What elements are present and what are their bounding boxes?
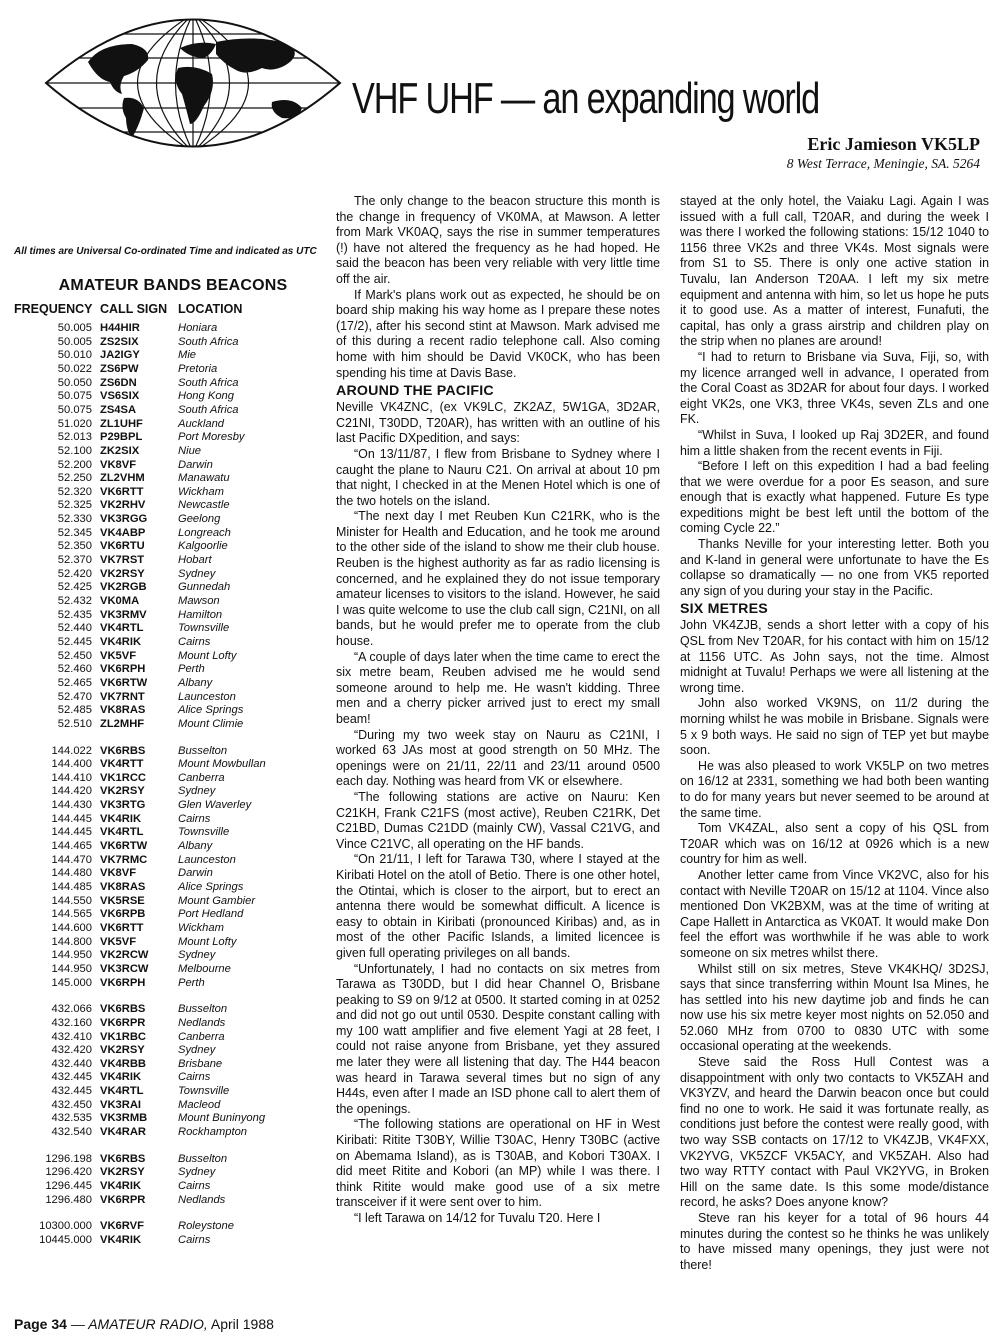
beacon-row [0, 444, 340, 458]
issue-date: April 1988 [210, 1316, 274, 1332]
location-cell: Mount Lofty [178, 935, 237, 948]
beacon-row [0, 1070, 340, 1084]
callsign-cell: VK4RIK [100, 1234, 142, 1246]
callsign-cell: VK6RTW [100, 840, 148, 852]
callsign-cell: VK7RMC [100, 853, 148, 866]
location-cell: Wickham [178, 485, 224, 498]
frequency-cell: 432.535 [51, 1112, 92, 1125]
frequency-cell: 144.565 [51, 908, 92, 921]
callsign-cell: VK7RNT [100, 690, 145, 703]
frequency-cell: 432.066 [51, 1003, 92, 1016]
world-globe-logo [40, 14, 346, 152]
beacon-row [0, 1043, 340, 1057]
beacon-row [0, 608, 340, 622]
location-cell: Hamilton [178, 608, 223, 621]
beacon-row [0, 744, 340, 758]
article-paragraph: “Whilst in Suva, I looked up Raj 3D2ER, and found him a little shaken from the recent events in Fiji. [680, 427, 989, 458]
location-cell: Kalgoorlie [178, 540, 228, 553]
beacon-row [0, 1057, 340, 1071]
page-footer [14, 1316, 274, 1332]
beacon-row [0, 430, 340, 444]
beacon-row [0, 348, 340, 362]
location-cell: Albany [178, 840, 213, 852]
author-name: Eric Jamieson VK5LP [807, 134, 980, 154]
frequency-cell: 52.445 [57, 635, 92, 648]
location-cell: South Africa [178, 403, 239, 416]
article-paragraph: “I had to return to Brisbane via Suva, Fiji, so, with my licence arranged well in advance, I operated from the Coral Coast as 3D2AR for about four days. I worked eight VK2s, one VK3, three VK4s, seven ZLs and one FK. [680, 349, 989, 427]
frequency-cell: 432.440 [51, 1057, 92, 1070]
frequency-cell: 144.950 [51, 949, 92, 962]
author-address: 8 West Terrace, Meningie, SA. 5264 [786, 156, 980, 171]
beacon-row [0, 1030, 340, 1044]
beacon-row [0, 1002, 340, 1016]
location-cell: Perth [178, 663, 205, 676]
article-paragraph: John also worked VK9NS, on 11/2 during the morning whilst he was mobile in Brisbane. Signals were 5 x 9 both ways. He said no sign of TEP yet but maybe soon. [680, 696, 989, 758]
beacon-row [0, 880, 340, 894]
callsign-cell: VK0MA [100, 595, 140, 607]
location-cell: Auckland [178, 417, 225, 430]
beacon-row [0, 690, 340, 704]
callsign-cell: VK6RPR [100, 1016, 146, 1029]
article-paragraph: John VK4ZJB, sends a short letter with a copy of his QSL from Nev T20AR, for his contact with him on 15/12 at 1156 UTC. As John says, not the time. Almost midnight at Tuvalu! Perhaps we were all listening at the wrong time. [680, 618, 989, 695]
frequency-cell: 50.022 [57, 362, 92, 375]
article-paragraph: “Unfortunately, I had no contacts on six metres from Tarawa as T30DD, but I did hear Channel O, Brisbane peaking to S9 on 9/12 at 0500. It started coming in at 0252 and did not go out until 0530. Despite constant calling with my 100 watt amplifier and five element Yagi at 28 feet, I could not raise anyone from Brisbane, yet they assured me later they were all listening that day. The H44 beacon was heard in Tarawa several times but no sign of any H44s, even after I made an ISD phone call to alert them of the openings. [336, 961, 660, 1116]
beacon-row [0, 1084, 340, 1098]
location-cell: Mie [178, 349, 197, 362]
beacon-row [0, 976, 340, 990]
beacon-row [0, 1098, 340, 1112]
callsign-cell: VK6RTU [100, 540, 145, 553]
frequency-cell: 144.550 [51, 894, 92, 907]
callsign-cell: VK4RIK [100, 1071, 142, 1084]
frequency-cell: 432.420 [51, 1044, 92, 1057]
location-cell: Roleystone [178, 1220, 234, 1233]
callsign-cell: VK6RTW [100, 676, 148, 689]
location-cell: Macleod [178, 1098, 221, 1111]
article-paragraph: “The following stations are active on Nauru: Ken C21KH, Frank C21FS (most active), Reuben C21RK, Det C21BD, Dumas C21DD (mainly CW), Vassal C21VG, and Vince C21VC, all operating on the HF bands. [336, 789, 660, 851]
frequency-cell: 52.100 [57, 444, 92, 457]
beacon-row [0, 580, 340, 594]
callsign-cell: VK6RVF [100, 1220, 144, 1233]
frequency-cell: 52.435 [57, 608, 92, 621]
article-paragraph: If Mark's plans work out as expected, he should be on board ship making his way home as I prepare these notes (17/2), after his second stint at Mawson. Mark advised me of this during a recent radio telephone call. Also coming home with him should be David VK0CK, who has been spending his time at Davis Base. [336, 287, 660, 380]
callsign-cell: VK7RST [100, 554, 145, 566]
frequency-cell: 144.022 [51, 744, 92, 757]
callsign-cell: ZL1UHF [100, 417, 143, 430]
location-cell: Cairns [178, 1071, 211, 1084]
callsign-cell: VK4RTL [100, 826, 144, 839]
frequency-cell: 50.005 [57, 335, 92, 348]
callsign-cell: VK1RBC [100, 1030, 147, 1043]
article-paragraph: Thanks Neville for your interesting letter. Both you and K-land in general were unfortunate to have the Es collapse so dramatically — no one from VK5 reported any sign of you during your stay in the Pacific. [680, 537, 989, 598]
frequency-cell: 432.445 [51, 1071, 92, 1084]
beacon-row [0, 853, 340, 867]
location-cell: Cairns [178, 812, 211, 825]
location-cell: Townsville [178, 622, 230, 635]
frequency-cell: 51.020 [57, 417, 92, 430]
callsign-cell: ZS6DN [100, 376, 137, 389]
frequency-cell: 52.200 [57, 458, 92, 471]
beacon-row [0, 389, 340, 403]
article-column-2 [680, 194, 989, 1273]
location-cell: Melbourne [178, 962, 231, 975]
beacon-row [0, 621, 340, 635]
frequency-cell: 432.540 [51, 1126, 92, 1138]
frequency-cell: 52.450 [57, 649, 92, 662]
callsign-cell: VK4RIK [100, 635, 142, 648]
callsign-cell: VK4RTL [100, 622, 144, 635]
section-heading: SIX METRES [680, 601, 768, 618]
callsign-cell: VK2RSY [100, 785, 145, 798]
beacon-row [0, 894, 340, 908]
location-cell: Nedlands [178, 1016, 226, 1029]
callsign-cell: VK3RTG [100, 799, 146, 812]
location-cell: Mawson [178, 595, 220, 607]
location-cell: Geelong [178, 513, 221, 526]
location-cell: Alice Springs [178, 704, 244, 717]
frequency-cell: 52.465 [57, 676, 92, 689]
frequency-cell: 52.350 [57, 540, 92, 553]
beacon-row [0, 403, 340, 417]
beacon-row [0, 771, 340, 785]
callsign-cell: VK4RTT [100, 758, 144, 771]
callsign-cell: VK5VF [100, 649, 137, 662]
frequency-cell: 52.485 [57, 704, 92, 717]
frequency-cell: 10300.000 [39, 1220, 92, 1233]
callsign-cell: VK6RPH [100, 976, 146, 989]
frequency-cell: 52.420 [57, 567, 92, 580]
location-cell: Canberra [178, 771, 225, 784]
callsign-cell: VK2RGB [100, 581, 147, 594]
location-cell: Niue [178, 444, 202, 457]
frequency-cell: 144.410 [51, 771, 92, 784]
location-header: LOCATION [178, 302, 243, 316]
location-cell: Port Hedland [178, 908, 244, 921]
beacon-row [0, 662, 340, 676]
callsign-cell: ZK2SIX [100, 444, 140, 457]
location-cell: Glen Waverley [178, 799, 252, 812]
callsign-cell: VK8RAS [100, 881, 146, 893]
beacon-row [0, 498, 340, 512]
frequency-cell: 52.425 [57, 581, 92, 594]
location-cell: Rockhampton [178, 1126, 248, 1138]
frequency-cell: 432.410 [51, 1030, 92, 1043]
beacon-row [0, 376, 340, 390]
beacon-row [0, 417, 340, 431]
callsign-cell: VK8VF [100, 458, 137, 471]
callsign-cell: VK2RHV [100, 499, 146, 512]
callsign-cell: VK6RBS [100, 744, 146, 757]
beacon-row [0, 703, 340, 717]
location-cell: Launceston [178, 690, 236, 703]
location-cell: Cairns [178, 635, 211, 648]
location-cell: Cairns [178, 1234, 211, 1246]
location-cell: Sydney [178, 1166, 216, 1179]
frequency-cell: 144.485 [51, 881, 92, 893]
beacon-row [0, 649, 340, 663]
callsign-cell: VK6RPH [100, 663, 146, 676]
frequency-cell: 50.005 [57, 322, 92, 334]
callsign-cell: VK5VF [100, 935, 137, 948]
frequency-cell: 52.370 [57, 554, 92, 566]
beacon-row [0, 567, 340, 581]
location-cell: Wickham [178, 921, 224, 934]
beacon-row [0, 1111, 340, 1125]
callsign-cell: ZS2SIX [100, 335, 139, 348]
callsign-cell: VK4RTL [100, 1085, 144, 1098]
article-paragraph: “On 21/11, I left for Tarawa T30, where I stayed at the Kiribati Hotel on the atoll of Betio. There is one other hotel, the Otintai, which is closer to the airport, but to erect an antenna there would be somewhat difficult. A licence is easy to obtain in Kiribati (pronounced Kiribas) and, as in most of the other Pacific Islands, a limited licencee is given full operating privileges on all bands. [336, 852, 660, 960]
article-paragraph: “The next day I met Reuben Kun C21RK, who is the Minister for Health and Education, and he took me around to the other side of the island to show me their club house. Reuben is the highest authority as far as radio licensing is concerned, and he explained they do not issue temporary amateur licenses to visitors to the island. However, he said I was quite welcome to use the club call sign, C21NI, on all bands, but he would prefer me to operate from the club house. [336, 509, 660, 649]
beacon-row [0, 825, 340, 839]
frequency-cell: 145.000 [51, 976, 92, 989]
callsign-cell: ZS6PW [100, 362, 139, 375]
frequency-cell: 432.450 [51, 1098, 92, 1111]
location-cell: Honiara [178, 322, 218, 334]
frequency-cell: 432.160 [51, 1016, 92, 1029]
callsign-cell: VK3RGG [100, 513, 148, 526]
location-cell: Longreach [178, 526, 231, 539]
callsign-cell: VK3RMB [100, 1112, 148, 1125]
frequency-cell: 52.325 [57, 499, 92, 512]
article-paragraph: “On 13/11/87, I flew from Brisbane to Sydney where I caught the plane to Nauru C21. On arrival at about 10 pm that night, I checked in at the Menen Hotel which is one of the two hotels on the island. [336, 446, 660, 508]
callsign-cell: VK8RAS [100, 704, 146, 717]
location-cell: Mount Climie [178, 717, 244, 730]
beacon-row [0, 1219, 340, 1233]
location-cell: South Africa [178, 376, 239, 389]
publication-name: — AMATEUR RADIO, [70, 1316, 208, 1332]
location-cell: Hobart [178, 554, 212, 566]
frequency-cell: 52.460 [57, 663, 92, 676]
location-cell: Mount Gambier [178, 894, 256, 907]
frequency-cell: 52.013 [57, 431, 92, 444]
callsign-cell: VK4RIK [100, 812, 142, 825]
callsign-cell: VK8VF [100, 867, 137, 880]
location-cell: Sydney [178, 1044, 216, 1057]
beacon-row [0, 512, 340, 526]
beacon-row [0, 1152, 340, 1166]
beacon-row [0, 471, 340, 485]
article-paragraph: Steve ran his keyer for a total of 96 hours 44 minutes during the contest so he thinks he was unlikely to have missed many openings, they just were not there! [680, 1211, 989, 1272]
location-cell: Gunnedah [178, 581, 231, 594]
article-paragraph: Neville VK4ZNC, (ex VK9LC, ZK2AZ, 5W1GA, 3D2AR, C21NI, T30DD, T20AR), has written with an outline of his last Pacific DXpedition, and says: [336, 400, 660, 446]
frequency-cell: 1296.198 [45, 1152, 92, 1165]
callsign-cell: VK3RCW [100, 962, 149, 975]
frequency-cell: 144.480 [51, 867, 92, 880]
location-cell: Townsville [178, 1085, 230, 1098]
location-cell: Cairns [178, 1180, 211, 1192]
article-paragraph: “A couple of days later when the time came to erect the six metre beam, Reuben advised me he would send someone around to help me. He wasn't kidding. Three men and a cherry picker arrived just to erect my small beam! [336, 649, 660, 726]
beacon-row [0, 594, 340, 608]
location-cell: Townsville [178, 826, 230, 839]
frequency-cell: 1296.445 [45, 1180, 92, 1192]
beacon-row [0, 798, 340, 812]
article-paragraph: Tom VK4ZAL, also sent a copy of his QSL from T20AR which was on 16/12 at 0926 which is a new country for him as well. [680, 821, 989, 867]
callsign-cell: VK1RCC [100, 771, 147, 784]
frequency-cell: 52.470 [57, 690, 92, 703]
frequency-cell: 432.445 [51, 1085, 92, 1098]
frequency-cell: 50.075 [57, 403, 92, 416]
callsign-cell: VK2RSY [100, 567, 145, 580]
callsign-cell: VK6RPR [100, 1193, 146, 1206]
callsign-cell: JA2IGY [100, 349, 140, 362]
section-heading: AROUND THE PACIFIC [336, 383, 494, 400]
beacon-row [0, 812, 340, 826]
callsign-cell: VK6RBS [100, 1003, 146, 1016]
location-cell: Manawatu [178, 472, 230, 485]
location-cell: Darwin [178, 867, 213, 880]
location-cell: Canberra [178, 1030, 225, 1043]
article-paragraph: “I left Tarawa on 14/12 for Tuvalu T20. Here I [354, 1211, 601, 1225]
beacon-row [0, 948, 340, 962]
beacon-row [0, 1016, 340, 1030]
article-paragraph: Whilst still on six metres, Steve VK4KHQ/ 3D2SJ, says that since transferring within Mount Isa Mines, he has settled into his new daytime job and finds he can now use his six metre keyer most nights on 52.050 and 52.060 MHz from 0700 to 0830 UTC with some occasional operating at the weekends. [680, 961, 989, 1054]
frequency-cell: 52.345 [57, 526, 92, 539]
callsign-cell: VK6RTT [100, 921, 144, 934]
callsign-cell: VK5RSE [100, 894, 145, 907]
article-paragraph: stayed at the only hotel, the Vaiaku Lagi. Again I was issued with a full call, T20AR, and during the week I was there I worked the following stations: 15/12 1040 to 1156 three VK2s and three VK4s. Most signals were from S1 to S5. There is only one active station in Tuvalu, Ian Anderson T20AA. I left my six metre equipment and antenna with him, so let us hope he puts it to good use. As a matter of interest, Funafuti, the capital, has only a grass airstrip and children play on the strip when no planes are around! [680, 194, 989, 349]
location-cell: Alice Springs [178, 881, 244, 893]
location-cell: Mount Mowbullan [178, 758, 266, 771]
article-column-1 [336, 194, 660, 1227]
frequency-cell: 50.050 [57, 376, 92, 389]
callsign-cell: VK6RPB [100, 908, 146, 921]
frequency-header: FREQUENCY [14, 302, 93, 316]
frequency-cell: 50.075 [57, 390, 92, 403]
frequency-cell: 144.600 [51, 921, 92, 934]
frequency-cell: 144.400 [51, 758, 92, 771]
beacon-row [0, 1233, 340, 1247]
location-cell: Sydney [178, 949, 216, 962]
frequency-cell: 52.440 [57, 622, 92, 635]
frequency-cell: 1296.480 [45, 1193, 92, 1206]
callsign-cell: ZL2MHF [100, 717, 145, 730]
beacon-row [0, 485, 340, 499]
location-cell: Busselton [178, 744, 228, 757]
callsign-cell: VK2RSY [100, 1044, 145, 1057]
article-paragraph: “Before I left on this expedition I had a bad feeling that we were overdue for a poor Es season, and sure enough that is exactly what happened. Future Es type expeditions might be best left until the bottom of the coming Cycle 22.” [680, 459, 989, 536]
beacon-row [0, 907, 340, 921]
frequency-cell: 144.430 [51, 799, 92, 812]
callsign-cell: VK6RTT [100, 485, 144, 498]
location-cell: Sydney [178, 785, 216, 798]
location-cell: South Africa [178, 335, 239, 348]
callsign-cell: VK4RBB [100, 1057, 147, 1070]
beacon-row [0, 526, 340, 540]
frequency-cell: 144.470 [51, 853, 92, 866]
location-cell: Port Moresby [178, 431, 245, 444]
beacon-row [0, 1165, 340, 1179]
beacon-row [0, 839, 340, 853]
beacon-row [0, 962, 340, 976]
frequency-cell: 10445.000 [39, 1234, 92, 1246]
location-cell: Launceston [178, 853, 236, 866]
frequency-cell: 144.950 [51, 962, 92, 975]
beacon-row [0, 553, 340, 567]
beacon-row [0, 1125, 340, 1139]
frequency-cell: 52.320 [57, 485, 92, 498]
beacon-row [0, 1179, 340, 1193]
article-paragraph: Another letter came from Vince VK2VC, also for his contact with Neville T20AR on 15/12 at 1104. Vince also mentioned Don VK2BXM, was at the time of writing at Cape Hallett in Antarctica as VK0AT. It would make Don feel the effort was worthwhile if he was able to work someone on six metres whilst there. [680, 867, 989, 960]
article-paragraph: “During my two week stay on Nauru as C21NI, I worked 63 JAs most at good strength on 50 MHz. The openings were on 21/11, 22/11 and 23/11 around 0500 each day. Nothing was heard from VK or elsewhere. [336, 727, 660, 789]
beacon-row [0, 321, 340, 335]
frequency-cell: 144.420 [51, 785, 92, 798]
location-cell: Newcastle [178, 499, 230, 512]
beacon-row [0, 921, 340, 935]
callsign-cell: VS6SIX [100, 390, 140, 403]
beacon-row [0, 635, 340, 649]
location-cell: Nedlands [178, 1193, 226, 1206]
beacon-row [0, 757, 340, 771]
frequency-cell: 52.432 [57, 595, 92, 607]
callsign-cell: H44HIR [100, 322, 140, 334]
beacon-table-title: AMATEUR BANDS BEACONS [58, 277, 288, 294]
frequency-cell: 50.010 [57, 349, 92, 362]
location-cell: Albany [178, 676, 213, 689]
location-cell: Hong Kong [178, 390, 234, 403]
article-paragraph: He was also pleased to work VK5LP on two metres on 16/12 at 2331, something we had both been wanting to do for many years but never seemed to be around at the same time. [680, 758, 989, 820]
frequency-cell: 1296.420 [45, 1166, 92, 1179]
article-paragraph: Steve said the Ross Hull Contest was a disappointment with only two contacts to VK5ZAH and VK3YZV, and heard the Darwin beacon once but could find no one to work. He said it was fortunate really, as conditions just before the contest were really good, with two way SSB contacts on 17/12 to VK4ZJB, VK4FXX, VK2YVG, VK5ZCF VK5ACY, and VK5ZAH. Also had two way RTTY contact with Paul VK2YVG, in Broken Hill on the same date. Is this some mode/distance record, he asks? Does anyone know? [680, 1055, 989, 1210]
beacon-row [0, 458, 340, 472]
beacon-row [0, 1193, 340, 1207]
callsign-cell: VK2RCW [100, 949, 149, 962]
beacon-row [0, 539, 340, 553]
callsign-cell: ZL2VHM [100, 472, 145, 485]
utc-note: All times are Universal Co-ordinated Time and indicated as UTC [14, 246, 317, 257]
callsign-cell: VK2RSY [100, 1166, 145, 1179]
location-cell: Sydney [178, 567, 216, 580]
location-cell: Busselton [178, 1003, 228, 1016]
author-block [787, 134, 980, 172]
frequency-cell: 144.465 [51, 840, 92, 852]
location-cell: Darwin [178, 458, 213, 471]
callsign-header: CALL SIGN [100, 302, 168, 316]
beacon-row [0, 362, 340, 376]
callsign-cell: VK4ABP [100, 526, 146, 539]
location-cell: Pretoria [178, 362, 218, 375]
page-title: VHF UHF — an expanding world [352, 74, 820, 123]
beacon-row [0, 717, 340, 731]
callsign-cell: VK3RMV [100, 608, 147, 621]
beacon-row [0, 784, 340, 798]
callsign-cell: VK4RIK [100, 1180, 142, 1192]
beacon-row [0, 935, 340, 949]
beacon-row [0, 335, 340, 349]
beacon-row [0, 676, 340, 690]
frequency-cell: 52.330 [57, 513, 92, 526]
callsign-cell: VK4RAR [100, 1126, 147, 1138]
callsign-cell: VK3RAI [100, 1098, 142, 1111]
frequency-cell: 52.250 [57, 472, 92, 485]
location-cell: Busselton [178, 1152, 228, 1165]
frequency-cell: 144.800 [51, 935, 92, 948]
frequency-cell: 52.510 [57, 717, 92, 730]
beacon-row [0, 866, 340, 880]
callsign-cell: VK6RBS [100, 1152, 146, 1165]
location-cell: Perth [178, 976, 205, 989]
location-cell: Mount Lofty [178, 649, 237, 662]
page-number: Page 34 [14, 1316, 67, 1332]
article-paragraph: “The following stations are operational on HF in West Kiribati: Ritite T30BY, Willie T30AC, Henry T30BC (active on Abemama Island), as is T30AB, and Kobori T30AX. I did meet Ritite and Kobori (an MP) while I was there. I think Ritite would make good use of a six metre transceiver if it were sent over to him. [336, 1117, 660, 1210]
callsign-cell: ZS4SA [100, 403, 137, 416]
callsign-cell: P29BPL [100, 431, 143, 444]
location-cell: Mount Buninyong [178, 1112, 266, 1125]
location-cell: Brisbane [178, 1057, 223, 1070]
frequency-cell: 144.445 [51, 826, 92, 839]
article-paragraph: The only change to the beacon structure this month is the change in frequency of VK0MA, at Mawson. A letter from Mark VK0AQ, says the rise in summer temperatures (!) have not altered the frequency as he had hoped. He said the beacon has been very reliable with very little time off the air. [336, 194, 660, 286]
frequency-cell: 144.445 [51, 812, 92, 825]
